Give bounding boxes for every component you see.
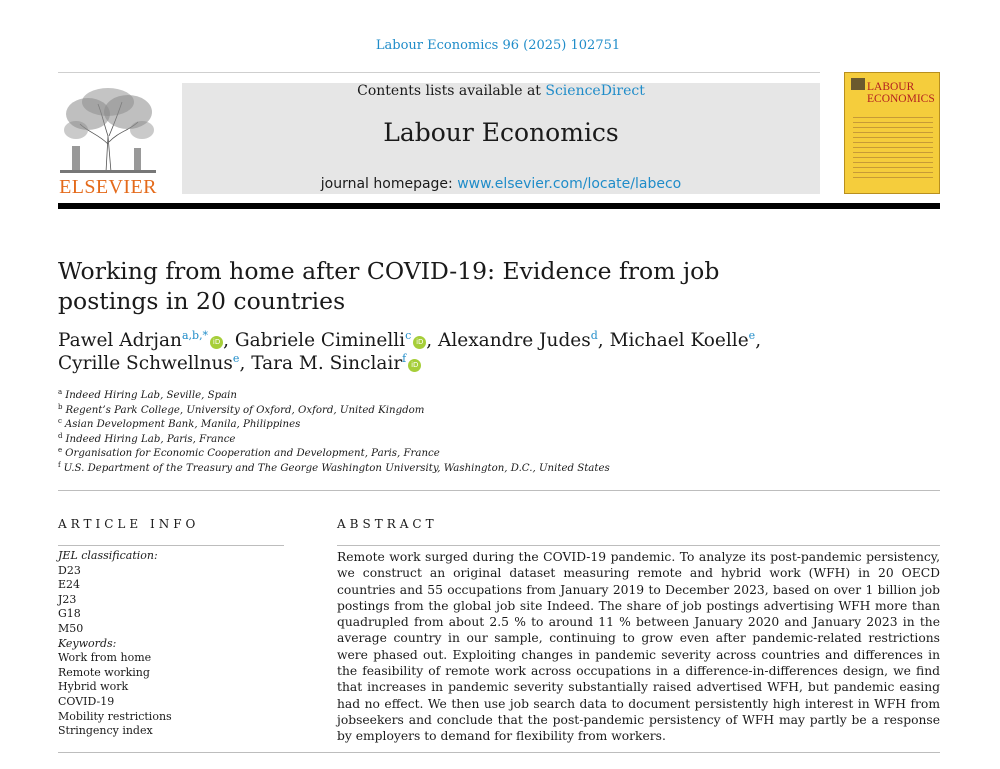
keyword-item: Remote working — [58, 665, 150, 679]
affiliation-item: $^d$ Indeed Hiring Lab, Paris, France — [58, 431, 236, 445]
contents-prefix: Contents lists available at — [357, 83, 546, 99]
jel-code: D23 — [58, 563, 81, 577]
article-info-panel — [58, 549, 288, 739]
journal-title: Labour Economics — [383, 118, 619, 147]
article-title: Working from home after COVID-19: Evidence from job postings in 20 countries — [58, 257, 720, 315]
jel-code: M50 — [58, 621, 84, 635]
abstract-rule — [337, 545, 940, 546]
sciencedirect-link[interactable]: ScienceDirect — [545, 83, 645, 99]
keywords-label: Keywords: — [58, 636, 117, 650]
cover-title-line2: ECONOMICS — [867, 93, 935, 105]
orcid-icon[interactable]: iD — [210, 336, 223, 349]
cover-publisher-icon — [851, 78, 865, 90]
article-info-heading: ARTICLE INFO — [58, 517, 200, 531]
keyword-item: Mobility restrictions — [58, 709, 172, 723]
affiliation-item: $^c$ Asian Development Bank, Manila, Philippines — [58, 417, 301, 430]
author-affil-mark[interactable]: c — [405, 328, 412, 342]
bottom-divider — [58, 752, 940, 753]
author-affil-mark[interactable]: d — [590, 328, 598, 342]
elsevier-tree-logo — [58, 84, 158, 174]
affiliation-list — [58, 389, 938, 476]
author-name[interactable]: Pawel Adrjan — [58, 330, 182, 351]
cover-title — [867, 81, 939, 105]
orcid-icon[interactable]: iD — [408, 359, 421, 372]
author-name[interactable]: Tara M. Sinclair — [251, 353, 403, 374]
homepage-link[interactable]: www.elsevier.com/locate/labeco — [457, 176, 682, 192]
affiliation-item: $^b$ Regent’s Park College, University of Oxford, Oxford, United Kingdom — [58, 402, 425, 416]
journal-homepage — [182, 176, 820, 192]
author-name[interactable]: Cyrille Schwellnus — [58, 353, 233, 374]
abstract-text: Remote work surged during the COVID-19 pandemic. To analyze its post-pandemic persistency, we construct an original dataset measuring remote and hybrid work (WFH) in 20 OECD countries and 55 occupations from January 2019 to December 2023, based on over 1 billion job postings from the global job site Indeed. The share of job postings advertising WFH more than quadrupled from about 2.5 % to around 11 % between January 2020 and January 2023 in the average country in our sample, continuing to grow even after pandemic-related restrictions were phased out. Exploiting changes in pandemic severity across countries and differences in the feasibility of remote work across occupations in a difference-in-differences design, we find that increases in pandemic severity substantially raised advertised WFH, but pandemic easing had no effect. We then use job search data to document persistently high interest in WFH from jobseekers and conclude that the post-pandemic persistency of WFH may partly be a response by employers to demand for flexibility from workers. — [337, 550, 940, 744]
header-thick-rule — [58, 203, 940, 209]
jel-label: JEL classification: — [58, 549, 158, 562]
author-name[interactable]: Gabriele Ciminelli — [234, 330, 406, 351]
affiliation-item: $^f$ U.S. Department of the Treasury and The George Washington University, Washington, D.C., United States — [58, 460, 610, 474]
journal-cover-image[interactable] — [844, 72, 940, 194]
affiliations-divider — [58, 490, 940, 491]
author-affil-mark[interactable]: e — [232, 351, 240, 365]
author-affil-mark[interactable]: a,b,* — [181, 328, 209, 342]
author-name[interactable]: Michael Koelle — [609, 330, 749, 351]
keyword-item: Stringency index — [58, 724, 153, 738]
header-divider — [58, 72, 820, 73]
homepage-prefix: journal homepage: — [320, 176, 458, 192]
article-info-rule — [58, 545, 284, 546]
elsevier-wordmark: ELSEVIER — [59, 176, 157, 198]
abstract-heading: ABSTRACT — [337, 517, 438, 531]
cover-title-line1: LABOUR — [867, 81, 915, 93]
orcid-icon[interactable]: iD — [413, 336, 426, 349]
cover-contents-lines — [853, 117, 933, 182]
author-name[interactable]: Alexandre Judes — [438, 330, 591, 351]
author-affil-mark[interactable]: e — [748, 328, 756, 342]
keyword-item: Work from home — [58, 651, 152, 665]
affiliation-item: $^e$ Organisation for Economic Cooperation and Development, Paris, France — [58, 446, 440, 459]
journal-reference-link[interactable]: Labour Economics 96 (2025) 102751 — [375, 38, 621, 53]
contents-line — [182, 83, 820, 99]
author-affil-mark[interactable]: f — [402, 351, 407, 365]
affiliation-item: $^a$ Indeed Hiring Lab, Seville, Spain — [58, 388, 237, 401]
jel-code: E24 — [58, 578, 81, 592]
keyword-item: Hybrid work — [58, 680, 129, 694]
jel-code: J23 — [58, 592, 77, 606]
author-list: Pawel Adrjan$^{a,b,*}$iD , Gabriele Ciminelli$^c$iD , Alexandre Judes$^d$, Michael Koelle$^e$, Cyrille Schwellnus$^e$, Tara M. Sinclair$^f$iD — [58, 328, 762, 374]
keyword-item: COVID-19 — [58, 694, 115, 708]
jel-code: G18 — [58, 607, 81, 621]
